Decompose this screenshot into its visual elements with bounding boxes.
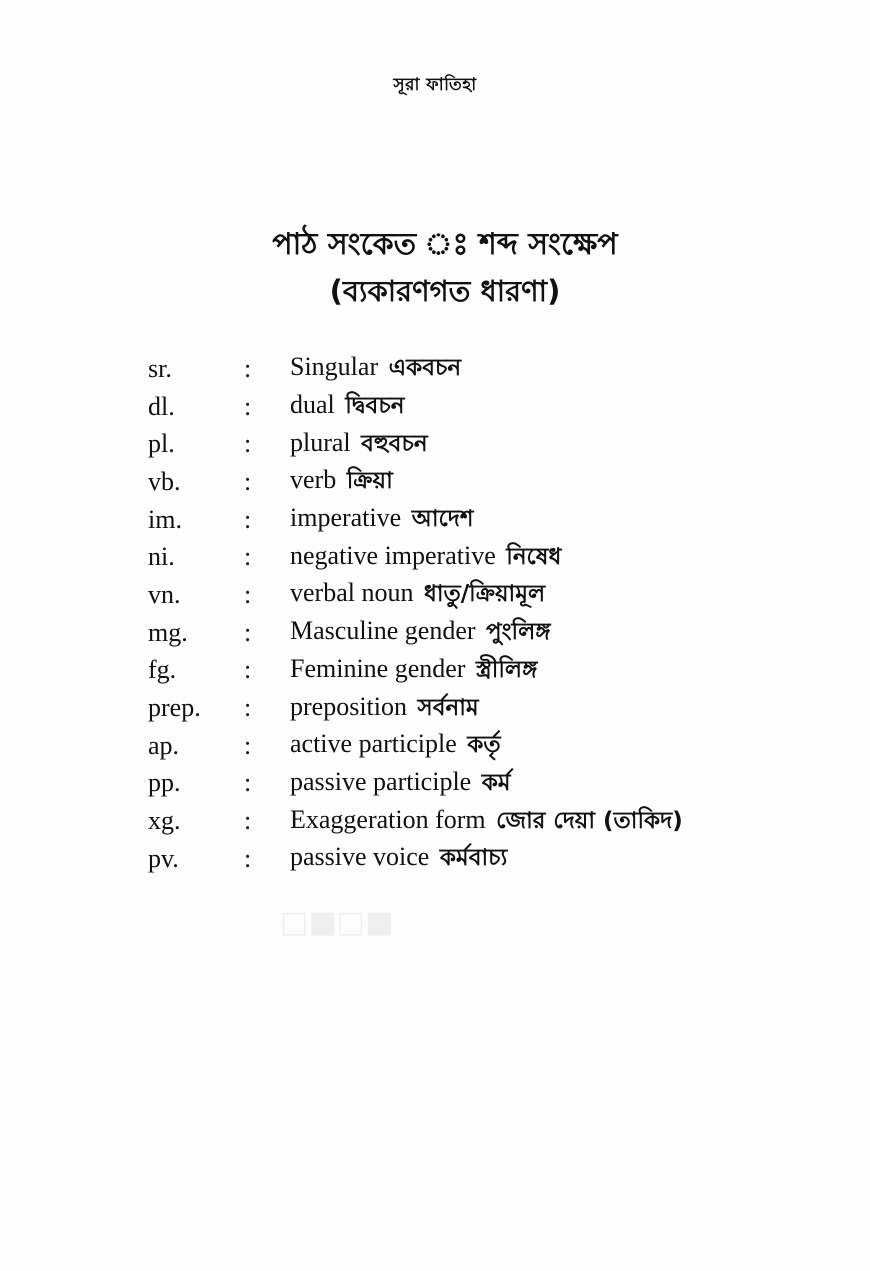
english-meaning: Singular (290, 352, 379, 382)
list-item (148, 538, 828, 576)
running-head: সূরা ফাতিহা (393, 75, 477, 95)
list-item (148, 840, 828, 878)
bangla-meaning: দ্বিবচন (345, 393, 405, 420)
separator: : (244, 806, 252, 836)
abbreviation: ap. (148, 730, 180, 760)
abbreviation: ni. (148, 542, 175, 572)
english-meaning: Masculine gender (290, 616, 476, 646)
abbreviation: im. (148, 504, 182, 534)
abbreviation: vb. (148, 466, 181, 496)
separator: : (244, 504, 252, 534)
meaning (290, 689, 828, 728)
bangla-meaning: পুংলিঙ্গ (486, 619, 551, 646)
separator: : (244, 730, 252, 760)
meaning (290, 387, 828, 426)
bangla-meaning: ধাতু/ক্রিয়ামূল (423, 581, 546, 608)
separator: : (244, 617, 252, 647)
separator: : (244, 843, 252, 873)
abbreviation: dl. (148, 391, 175, 421)
separator: : (244, 353, 252, 383)
abbreviation-list (148, 350, 828, 878)
separator: : (244, 466, 252, 496)
abbreviation: sr. (148, 353, 172, 383)
abbreviation: pv. (148, 843, 179, 873)
list-item (148, 388, 828, 426)
meaning (290, 538, 828, 577)
bangla-meaning: কর্তৃ (467, 732, 501, 759)
meaning (290, 764, 828, 803)
meaning (290, 651, 828, 690)
separator: : (244, 655, 252, 685)
bangla-meaning: একবচন (388, 355, 462, 382)
english-meaning: active participle (290, 729, 457, 759)
meaning (290, 462, 828, 501)
abbreviation: fg. (148, 655, 177, 685)
bangla-meaning: জোর দেয়া (তাকিদ) (496, 807, 683, 834)
abbreviation: pp. (148, 768, 181, 798)
list-item (148, 652, 828, 690)
meaning (290, 349, 828, 388)
abbreviation: vn. (148, 579, 181, 609)
separator: : (244, 693, 252, 723)
show-through-text: ■□■□ (280, 905, 394, 940)
meaning (290, 839, 828, 878)
english-meaning: preposition (290, 691, 407, 721)
abbreviation: prep. (148, 693, 201, 723)
abbreviation: pl. (148, 429, 175, 459)
abbreviation: xg. (148, 806, 181, 836)
meaning (290, 613, 828, 652)
page-title-line-2: (ব্যকারণগত ধারণা) (329, 274, 561, 308)
english-meaning: Exaggeration form (290, 804, 486, 834)
bangla-meaning: ক্রিয়া (346, 468, 393, 495)
list-item (148, 463, 828, 501)
separator: : (244, 429, 252, 459)
meaning (290, 726, 828, 765)
abbreviation: mg. (148, 617, 188, 647)
list-item (148, 765, 828, 803)
meaning (290, 575, 828, 614)
english-meaning: verb (290, 465, 337, 495)
english-meaning: passive participle (290, 766, 472, 796)
english-meaning: Feminine gender (290, 653, 466, 683)
page-title (0, 222, 870, 314)
list-item (148, 802, 828, 840)
list-item (148, 576, 828, 614)
page-title-line-1: পাঠ সংকেত ঃ শব্দ সংক্ষেপ (272, 227, 618, 262)
separator: : (244, 579, 252, 609)
bangla-meaning: সর্বনাম (417, 694, 479, 721)
meaning (290, 425, 828, 464)
list-item (148, 425, 828, 463)
list-item (148, 501, 828, 539)
bangla-meaning: আদেশ (411, 506, 474, 533)
english-meaning: passive voice (290, 842, 430, 872)
bangla-meaning: কর্মবাচ্য (439, 845, 508, 872)
list-item (148, 689, 828, 727)
bangla-meaning: স্ত্রীলিঙ্গ (475, 656, 538, 683)
english-meaning: dual (290, 390, 335, 420)
separator: : (244, 391, 252, 421)
separator: : (244, 768, 252, 798)
separator: : (244, 542, 252, 572)
english-meaning: imperative (290, 503, 402, 533)
bangla-meaning: বহুবচন (361, 430, 428, 457)
list-item (148, 614, 828, 652)
bangla-meaning: নিষেধ (506, 543, 562, 570)
english-meaning: plural (290, 427, 351, 457)
english-meaning: negative imperative (290, 540, 496, 570)
list-item (148, 350, 828, 388)
list-item (148, 727, 828, 765)
english-meaning: verbal noun (290, 578, 414, 608)
bangla-meaning: কর্ম (481, 769, 511, 796)
meaning (290, 500, 828, 539)
meaning (290, 802, 828, 841)
